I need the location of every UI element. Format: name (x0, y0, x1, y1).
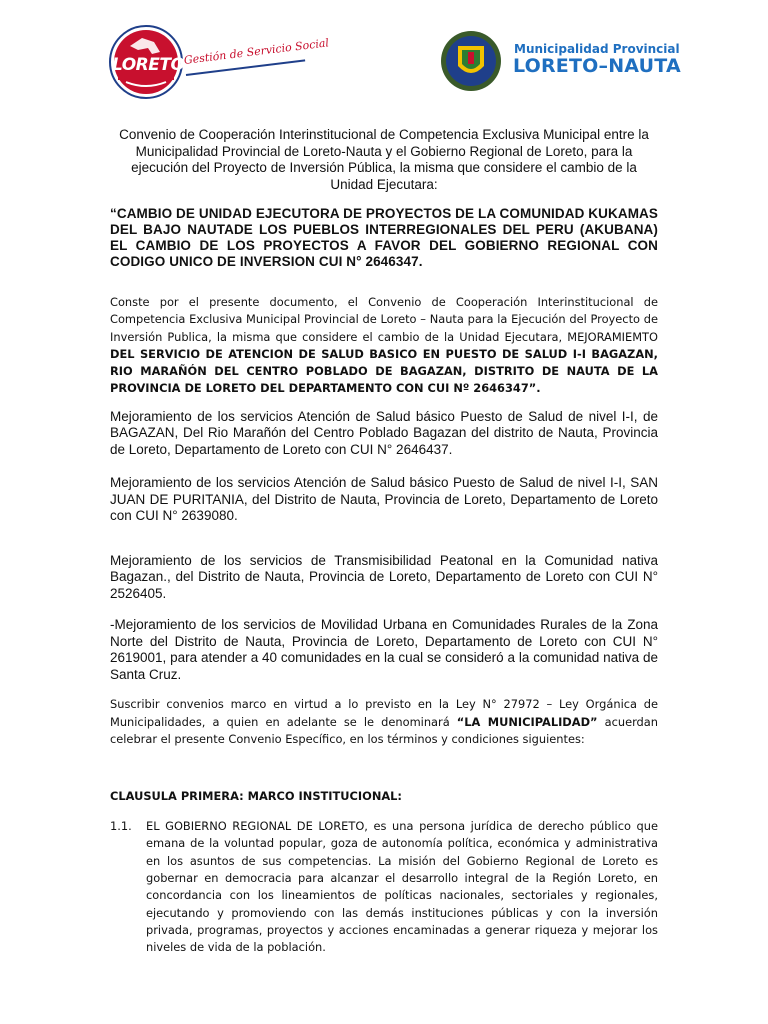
paragraph-puritania: Mejoramiento de los servicios Atención de Salud básico Puesto de Salud de nivel I-I, SAN JUAN DE PURITANIA, del Distrito de Nauta, Provincia de Loreto, Departamento de Loreto con CUI N° 2639080. (110, 475, 658, 524)
paragraph-conste-text: Conste por el presente documento, el Convenio de Cooperación Interinstitucional de Competencia Exclusiva Municipal Provincial de Loreto – Nauta para la Ejecución del Proyecto de Inversión Publica, la misma que considere el cambio de la Unidad Ejecutara, MEJORAMIEMTO (110, 295, 658, 344)
paragraph-conste (110, 294, 658, 398)
clause-heading: CLAUSULA PRIMERA: MARCO INSTITUCIONAL: (110, 789, 402, 804)
paragraph-suscribir (110, 696, 658, 748)
logo-tagline: Gestión de Servicio Social (183, 36, 330, 67)
paragraph-transmisibilidad: Mejoramiento de los servicios de Transmisibilidad Peatonal en la Comunidad nativa Bagazan., del Distrito de Nauta, Provincia de Loreto, Departamento de Loreto con CUI N° 2526405. (110, 552, 658, 601)
loreto-gestion-logo (108, 24, 328, 104)
document-header (0, 0, 768, 110)
municipalidad-logo (440, 30, 681, 94)
document-title: “CAMBIO DE UNIDAD EJECUTORA DE PROYECTOS DE LA COMUNIDAD KUKAMAS DEL BAJO NAUTADE LOS PUEBLOS INTERREGIONALES DEL PERU (AKUBANA) EL CAMBIO DE LOS PROYECTOS A FAVOR DEL GOBIERNO REGIONAL CON CODIGO UNICO DE INVERSION CUI N° 2646347. (110, 206, 658, 269)
municipality-name-line1: Municipalidad Provincial (514, 42, 680, 56)
clause-item-1-1 (110, 818, 658, 956)
intro-paragraph: Convenio de Cooperación Interinstitucional de Competencia Exclusiva Municipal entre la Municipalidad Provincial de Loreto-Nauta y el Gobierno Regional de Loreto, para la ejecución del Proyecto de Inversión Pública, la misma que considere el cambio de la Unidad Ejecutara: (119, 127, 649, 192)
paragraph-suscribir-bold: “LA MUNICIPALIDAD” (456, 714, 598, 729)
paragraph-suscribir-text-a: Suscribir convenios marco en virtud a lo previsto en la Ley N° 27972 – Ley Orgánica de Municipalidades, a quien en adelante se le denominará (110, 697, 658, 729)
paragraph-movilidad: -Mejoramiento de los servicios de Movilidad Urbana en Comunidades Rurales de la Zona Norte del Distrito de Nauta, Provincia de Loreto, Departamento de Loreto con CUI N° 2619001, para atender a 40 comunidades en la cual se consideró a la comunidad nativa de Santa Cruz. (110, 617, 658, 682)
paragraph-suscribir-text-b: acuerdan celebrar el presente Convenio Específico, en los términos y condiciones siguientes: (110, 714, 658, 746)
clause-item-number: 1.1. (110, 819, 132, 834)
paragraph-bagazan: Mejoramiento de los servicios Atención de Salud básico Puesto de Salud de nivel I-I, de BAGAZAN, Del Rio Marañón del Centro Poblado Bagazan del distrito de Nauta, Provincia de Loreto, Departamento de Loreto con CUI N° 2646437. (110, 408, 658, 457)
seal-logo-text: LORETO (112, 55, 185, 75)
paragraph-conste-bold: DEL SERVICIO DE ATENCION DE SALUD BASICO EN PUESTO DE SALUD I-I BAGAZAN, RIO MARAÑÓN DEL CENTRO POBLADO DE BAGAZAN, DISTRITO DE NAUTA DE LA PROVINCIA DE LORETO DEL DEPARTAMENTO CON CUI Nº 2646347”. (110, 346, 658, 396)
municipality-name-line2: LORETO–NAUTA (513, 55, 681, 77)
clause-item-text: EL GOBIERNO REGIONAL DE LORETO, es una persona jurídica de derecho público que emana de la voluntad popular, goza de autonomía política, económica y administrativa en los asuntos de sus competencias. La misión del Gobierno Regional de Loreto es gobernar en democracia para alcanzar el desarrollo integral de la Región Loreto, en concordancia con los lineamientos de políticas nacionales, sectoriales y regionales, ejecutando y promoviendo con las demás instituciones públicas y con la inversión privada, programas, proyectos y acciones encaminadas a generar riqueza y mejorar los niveles de vida de la población. (146, 819, 658, 955)
document-body (110, 127, 658, 957)
municipal-crest-icon (440, 30, 502, 92)
